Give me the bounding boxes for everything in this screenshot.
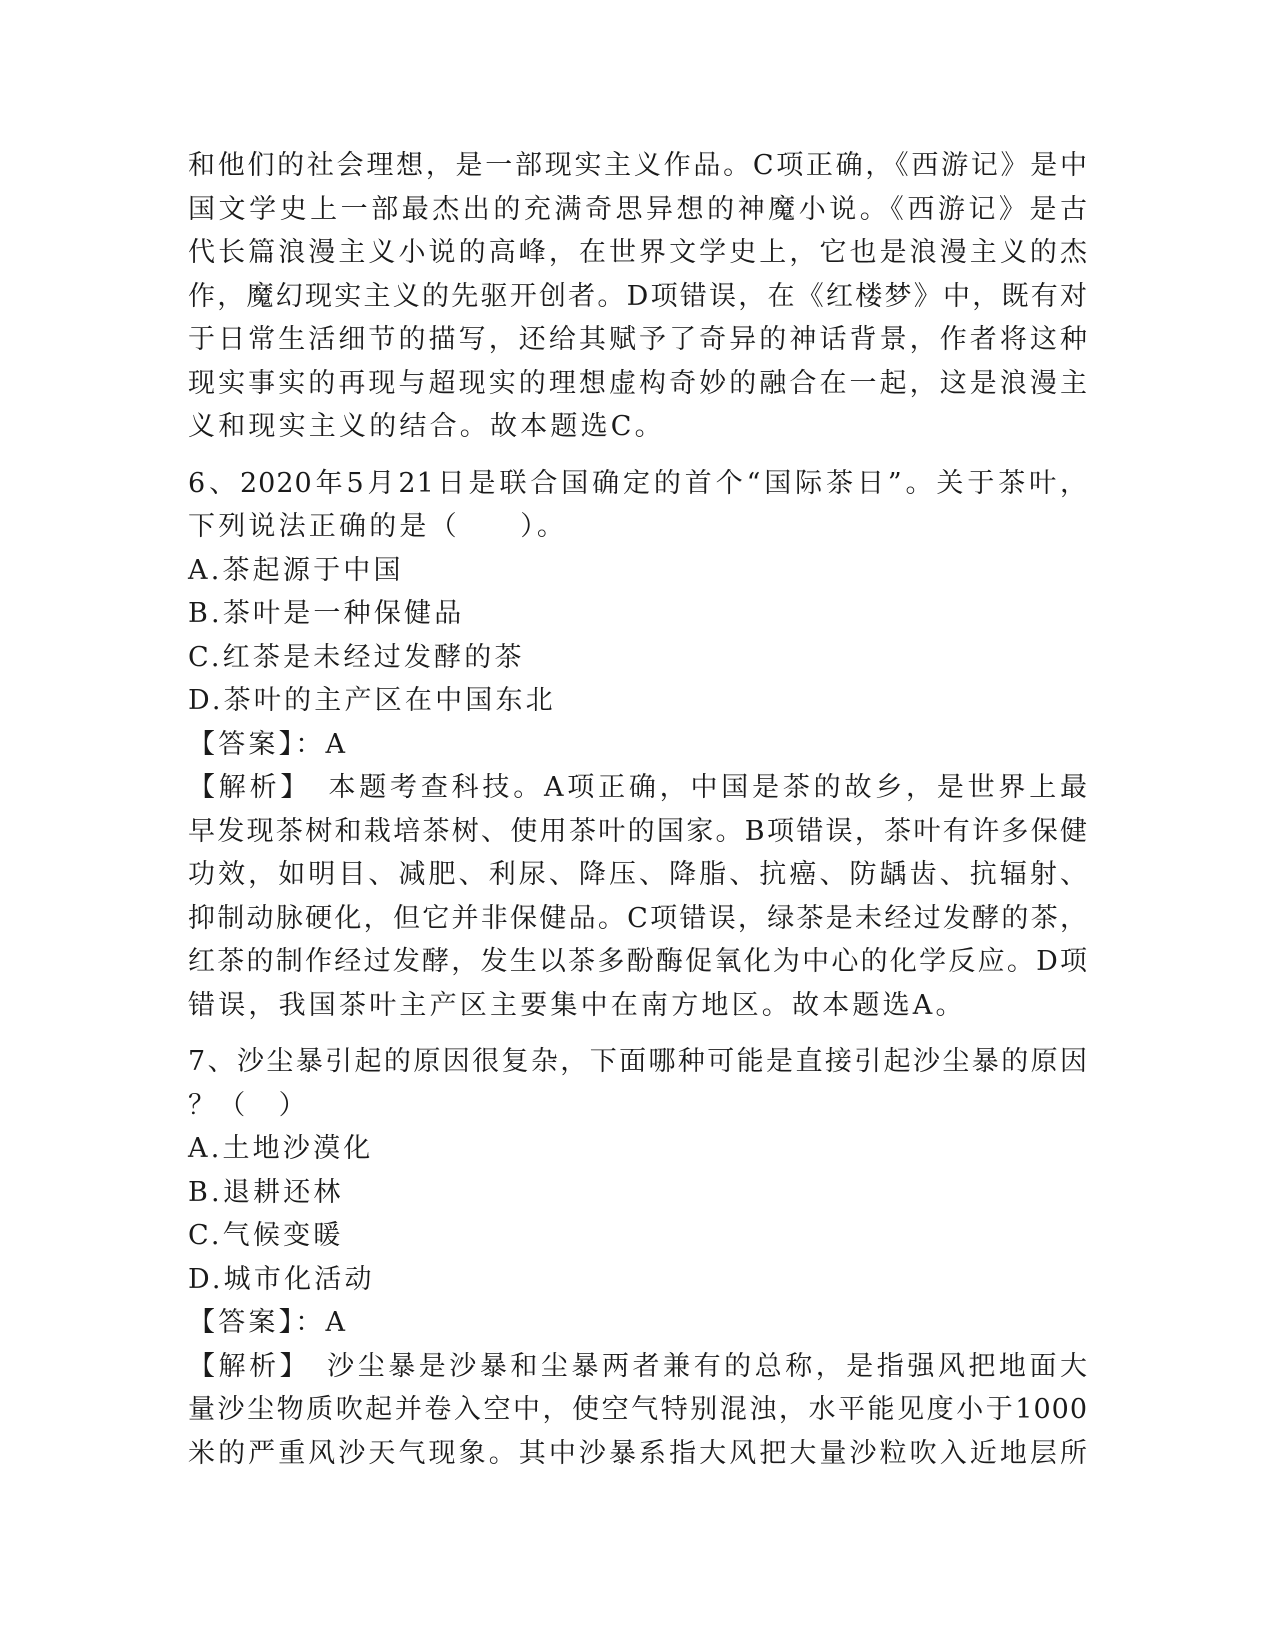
analysis-line: 量沙尘物质吹起并卷入空中，使空气特别混浊，水平能见度小于1000	[188, 1394, 1088, 1425]
spacer	[188, 1027, 1088, 1040]
option-b: B.退耕还林	[188, 1176, 344, 1208]
text-line: 代长篇浪漫主义小说的高峰，在世界文学史上，它也是浪漫主义的杰	[188, 237, 1088, 268]
option-a: A.茶起源于中国	[188, 554, 404, 586]
analysis-line: 红茶的制作经过发酵，发生以茶多酚酶促氧化为中心的化学反应。D项	[188, 946, 1088, 977]
analysis-line: 【解析】 沙尘暴是沙暴和尘暴两者兼有的总称，是指强风把地面大	[188, 1350, 1088, 1382]
document-page	[188, 144, 1088, 1475]
option-c: C.红茶是未经过发酵的茶	[188, 641, 525, 673]
question-stem: 下列说法正确的是（ ）。	[188, 511, 568, 542]
question-stem: 7、沙尘暴引起的原因很复杂，下面哪种可能是直接引起沙尘暴的原因	[188, 1046, 1088, 1077]
text-line: 于日常生活细节的描写，还给其赋予了奇异的神话背景，作者将这种	[188, 324, 1088, 355]
text-line: 义和现实主义的结合。故本题选C。	[188, 411, 665, 442]
option-d: D.城市化活动	[188, 1263, 375, 1295]
analysis-line: 早发现茶树和栽培茶树、使用茶叶的国家。B项错误，茶叶有许多保健	[188, 815, 1088, 847]
question-stem: 6、2020年5月21日是联合国确定的首个“国际茶日”。关于茶叶，	[188, 467, 1088, 499]
analysis-line: 抑制动脉硬化，但它并非保健品。C项错误，绿茶是未经过发酵的茶，	[188, 902, 1088, 934]
text-line: 和他们的社会理想，是一部现实主义作品。C项正确，《西游记》是中	[188, 150, 1088, 181]
text-line: 国文学史上一部最杰出的充满奇思异想的神魔小说。《西游记》是古	[188, 193, 1088, 225]
option-a: A.土地沙漠化	[188, 1133, 374, 1164]
question-7	[188, 1040, 1088, 1475]
option-b: B.茶叶是一种保健品	[188, 598, 465, 629]
analysis-line: 【解析】 本题考查科技。A项正确，中国是茶的故乡，是世界上最	[188, 772, 1088, 803]
analysis-line: 功效，如明目、减肥、利尿、降压、降脂、抗癌、防龋齿、抗辐射、	[188, 859, 1088, 890]
question-6	[188, 462, 1088, 1028]
previous-analysis-continuation	[188, 144, 1088, 449]
text-line: 现实事实的再现与超现实的理想虚构奇妙的融合在一起，这是浪漫主	[188, 367, 1088, 399]
answer-line: 【答案】：A	[188, 1307, 349, 1338]
analysis-line: 错误，我国茶叶主产区主要集中在南方地区。故本题选A。	[188, 989, 966, 1021]
option-c: C.气候变暖	[188, 1220, 344, 1251]
spacer	[188, 449, 1088, 462]
analysis-line: 米的严重风沙天气现象。其中沙暴系指大风把大量沙粒吹入近地层所	[188, 1437, 1088, 1469]
answer-line: 【答案】：A	[188, 728, 349, 760]
option-d: D.茶叶的主产区在中国东北	[188, 685, 556, 716]
question-stem: ？（ ）	[188, 1089, 309, 1121]
text-line: 作，魔幻现实主义的先驱开创者。D项错误，在《红楼梦》中，既有对	[188, 280, 1088, 312]
